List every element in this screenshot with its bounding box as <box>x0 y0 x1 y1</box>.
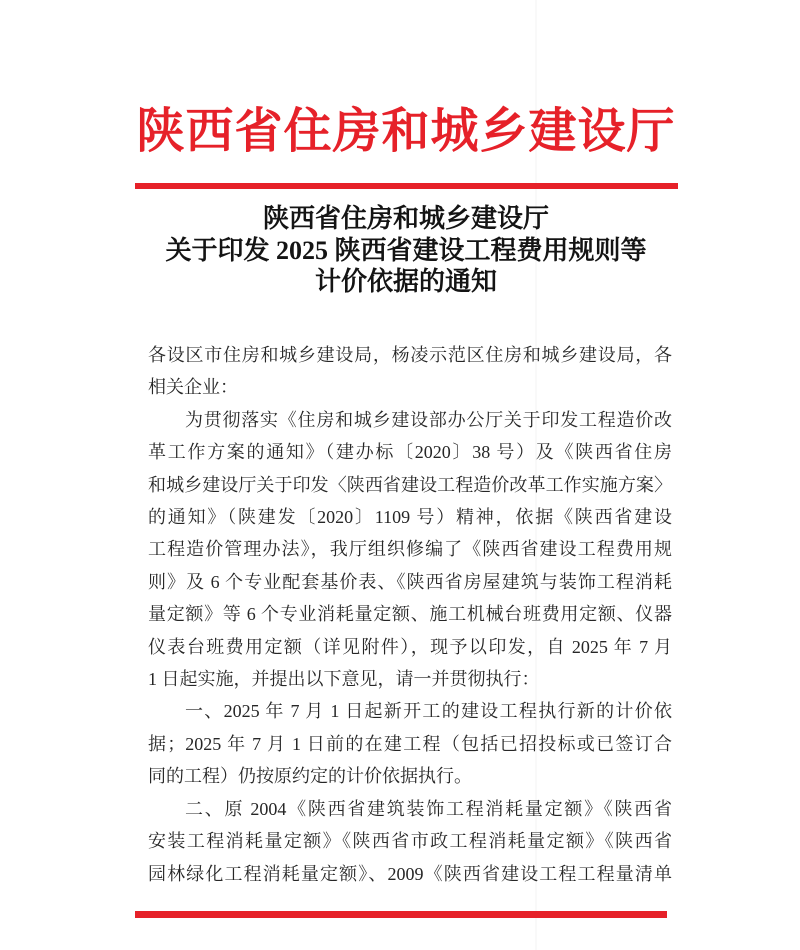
body-text-line: 安装工程消耗量定额》《陕西省市政工程消耗量定额》《陕西省 <box>148 831 672 852</box>
document-title <box>6 203 800 298</box>
body-text-line: 据；2025 年 7 月 1 日前的在建工程（包括已招投标或已签订合 <box>148 733 672 754</box>
letterhead-agency-title: 陕西省住房和城乡建设厅 <box>136 105 676 158</box>
body-text-line: 量定额》等 6 个专业消耗量定额、施工机械台班费用定额、仪器 <box>148 604 672 625</box>
body-text-line: 为贯彻落实《住房和城乡建设部办公厅关于印发工程造价改 <box>185 409 672 430</box>
letterhead-divider-line <box>135 183 678 189</box>
document-title-line-2: 关于印发 2025 陕西省建设工程费用规则等 <box>165 235 647 265</box>
body-text-line: 和城乡建设厅关于印发〈陕西省建设工程造价改革工作实施方案〉 <box>148 474 672 495</box>
body-text-line: 二、原 2004《陕西省建筑装饰工程消耗量定额》《陕西省 <box>185 798 672 819</box>
body-text-line: 则》及 6 个专业配套基价表、《陕西省房屋建筑与装饰工程消耗 <box>148 571 672 592</box>
body-text-line: 同的工程）仍按原约定的计价依据执行。 <box>148 766 472 787</box>
document-title-line-3: 计价依据的通知 <box>314 267 497 296</box>
body-text-line: 革工作方案的通知》（建办标〔2020〕38 号）及《陕西省住房 <box>148 442 672 463</box>
body-text-line: 各设区市住房和城乡建设局，杨凌示范区住房和城乡建设局，各 <box>148 345 672 365</box>
document-title-line-1: 陕西省住房和城乡建设厅 <box>262 204 549 233</box>
body-text-line: 相关企业： <box>148 377 238 398</box>
document-body <box>148 339 672 890</box>
body-text-line: 的通知》（陕建发〔2020〕1109 号）精神，依据《陕西省建设 <box>148 507 672 528</box>
footer-divider-line <box>135 911 667 918</box>
body-text-line: 一、2025 年 7 月 1 日起新开工的建设工程执行新的计价依 <box>185 701 672 722</box>
body-text-line: 仪表台班费用定额（详见附件），现予以印发，自 2025 年 7 月 <box>148 636 672 657</box>
body-text-line: 工程造价管理办法》，我厅组织修编了《陕西省建设工程费用规 <box>148 539 672 560</box>
body-text-line: 园林绿化工程消耗量定额》、2009《陕西省建设工程工程量清单 <box>148 863 672 884</box>
body-text-line: 1 日起实施，并提出以下意见，请一并贯彻执行： <box>148 669 540 690</box>
